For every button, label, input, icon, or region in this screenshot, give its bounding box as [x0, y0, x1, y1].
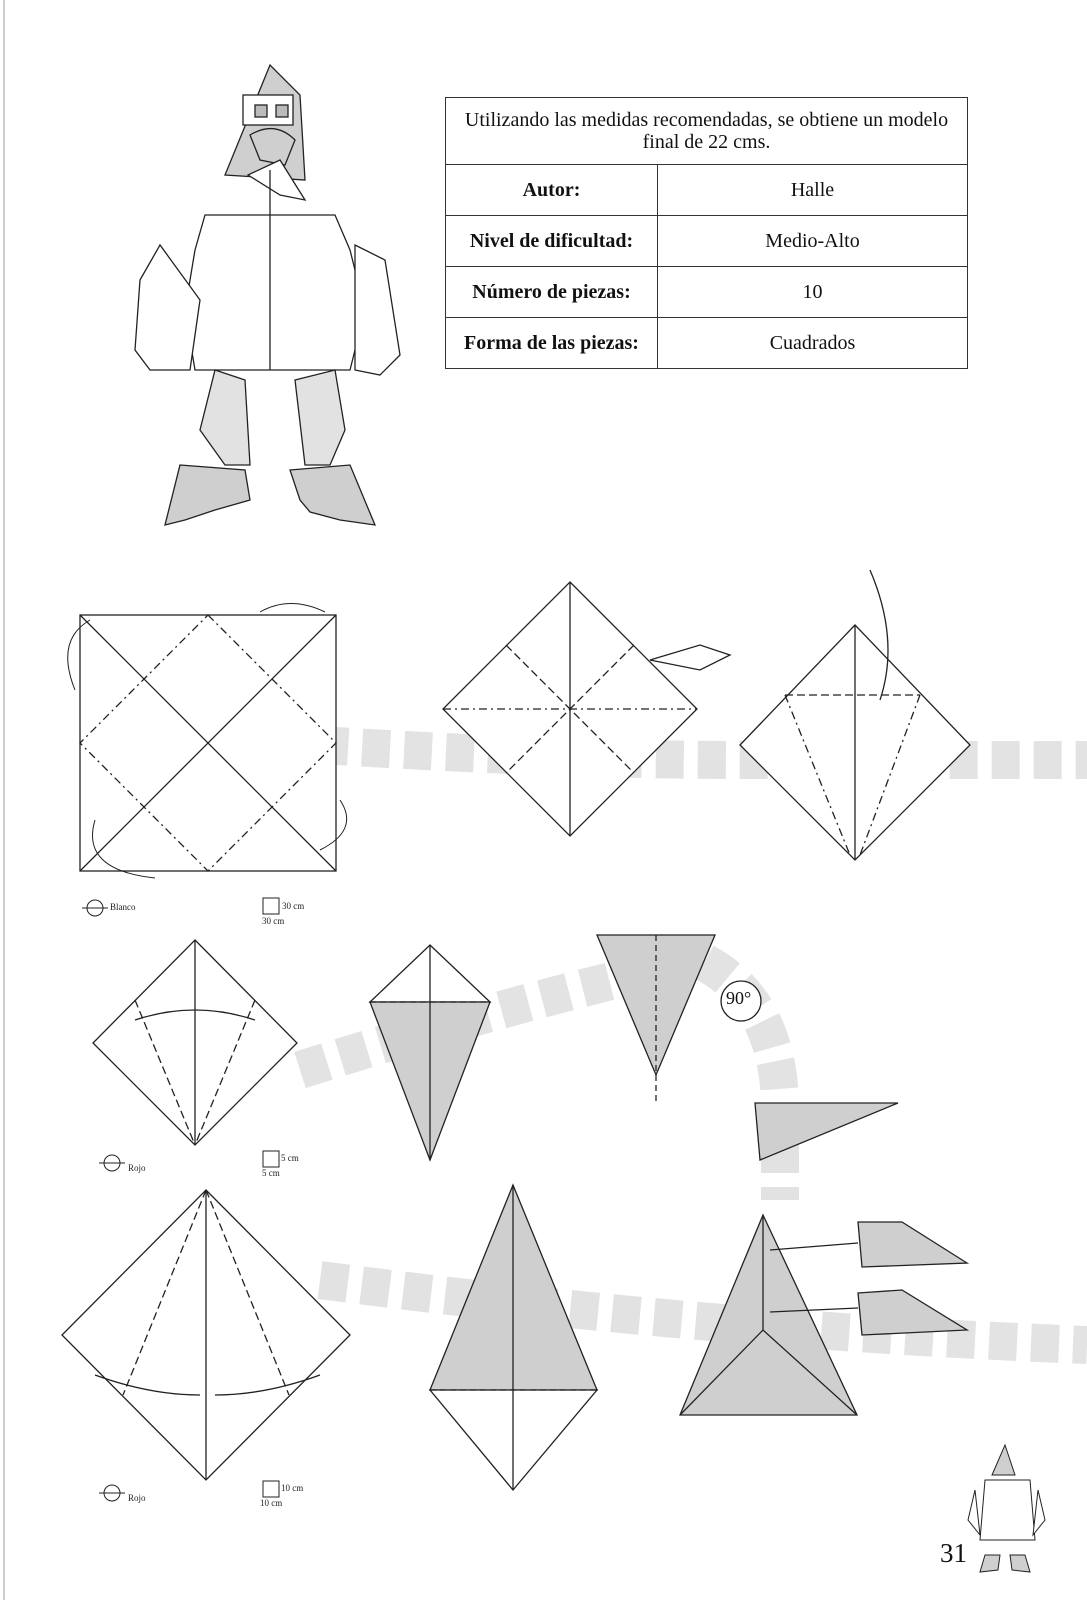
step-2-diamond	[443, 582, 730, 836]
paper-size-red-small-bottom: 5 cm	[262, 1168, 280, 1178]
small-rooster-icon	[968, 1445, 1045, 1572]
rooster-model-illustration	[135, 65, 400, 525]
step-4-red-small-diamond	[93, 940, 297, 1145]
paper-size-red-small-side: 5 cm	[281, 1153, 299, 1163]
label-shape: Forma de las piezas:	[446, 318, 658, 369]
table-row	[446, 267, 968, 318]
label-author: Autor:	[446, 165, 658, 216]
model-info-table	[445, 97, 968, 369]
paper-color-red-large: Rojo	[128, 1493, 146, 1503]
paper-size-white-bottom: 30 cm	[262, 916, 285, 926]
value-shape: Cuadrados	[658, 318, 968, 369]
table-row	[446, 216, 968, 267]
value-author: Halle	[658, 165, 968, 216]
paper-color-red-small: Rojo	[128, 1163, 146, 1173]
paper-color-white: Blanco	[110, 902, 136, 912]
table-row	[446, 318, 968, 369]
step-6-red-triangle	[597, 935, 761, 1105]
model-size-note: Utilizando las medidas recomendadas, se obtiene un modelo final de 22 cms.	[446, 98, 968, 165]
paper-size-white-side: 30 cm	[282, 901, 305, 911]
step-3-preliminary-base	[740, 570, 970, 860]
label-difficulty: Nivel de dificultad:	[446, 216, 658, 267]
label-pieces: Número de piezas:	[446, 267, 658, 318]
step-1-white-square	[68, 604, 347, 879]
value-difficulty: Medio-Alto	[658, 216, 968, 267]
paper-size-red-large-side: 10 cm	[281, 1483, 304, 1493]
paper-size-red-large-bottom: 10 cm	[260, 1498, 283, 1508]
step-8-red-large-diamond	[62, 1190, 350, 1480]
table-row	[446, 165, 968, 216]
value-pieces: 10	[658, 267, 968, 318]
page-number: 31	[940, 1538, 967, 1568]
step-9-red-kite-long	[430, 1185, 597, 1490]
step-7-red-horizontal	[755, 1103, 898, 1160]
rotate-90-label: 90°	[726, 988, 752, 1008]
